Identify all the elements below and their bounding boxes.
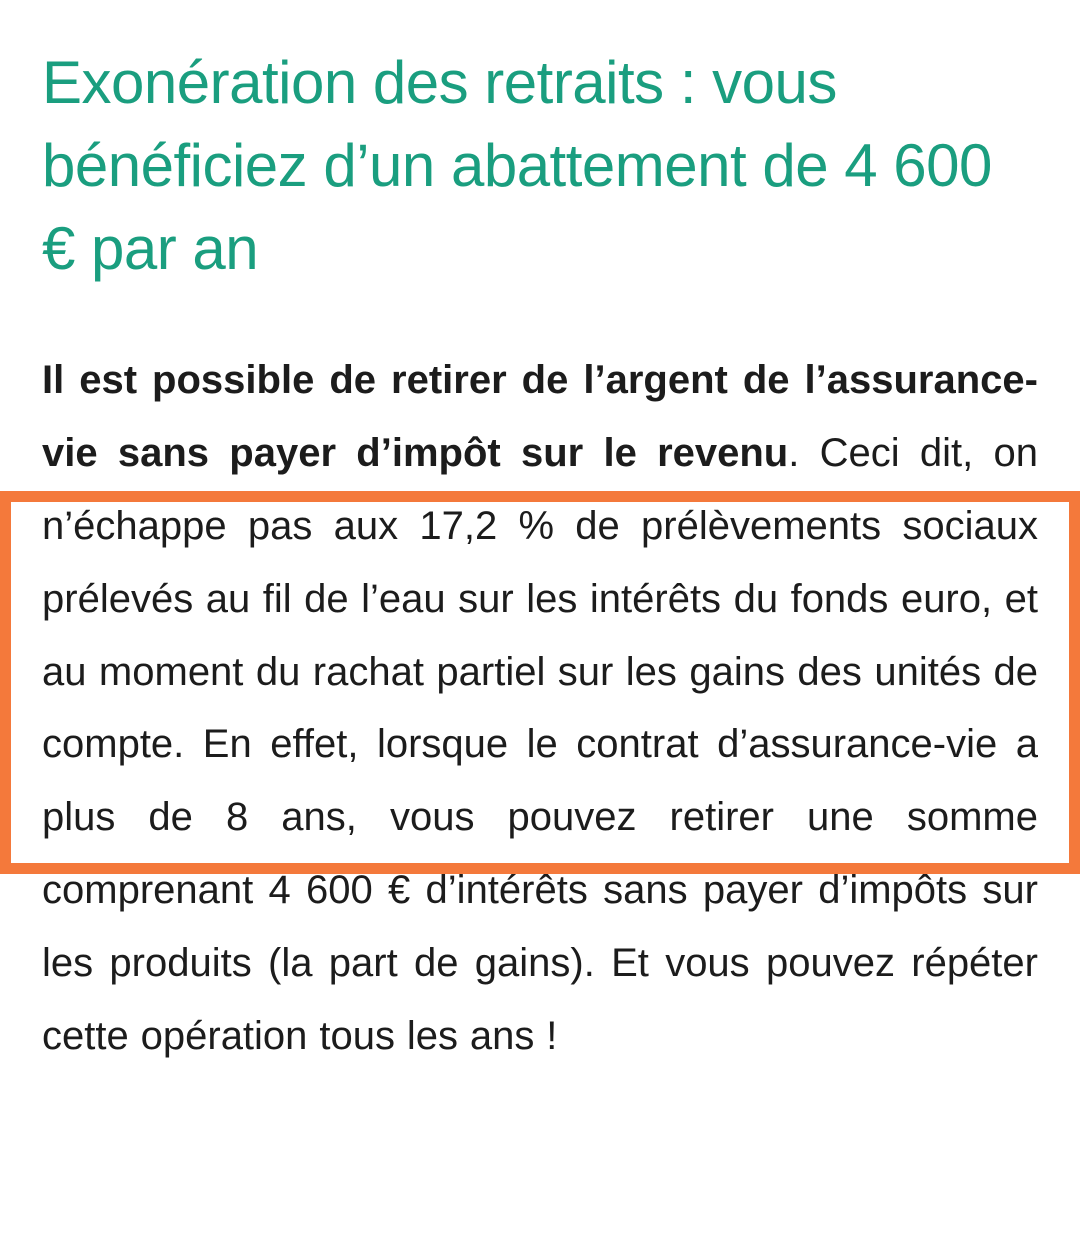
paragraph-body-text: . Ceci dit, on n’échappe pas aux 17,2 % de prélèvements sociaux prélevés au fil de l’eau sur les intérêts du fonds euro, et au moment du rachat partiel sur les gains des unités de compte. En effet, lorsque le contrat d’assurance-vie a plus de 8 ans, vous pouvez retirer une somme comprenant 4 600 € d’intérêts sans payer d’impôts sur les produits (la part de gains). Et vous pouvez répéter cette opération tous les ans !	[42, 431, 1039, 1058]
article-paragraph	[42, 290, 1038, 1072]
page-title: Exonération des retraits : vous bénéficiez d’un abattement de 4 600 € par an	[42, 49, 992, 282]
paragraph-lead-text: Il est possible de retirer de l’argent de l’assurance-vie sans payer d’impôt sur le revenu	[42, 358, 1038, 476]
